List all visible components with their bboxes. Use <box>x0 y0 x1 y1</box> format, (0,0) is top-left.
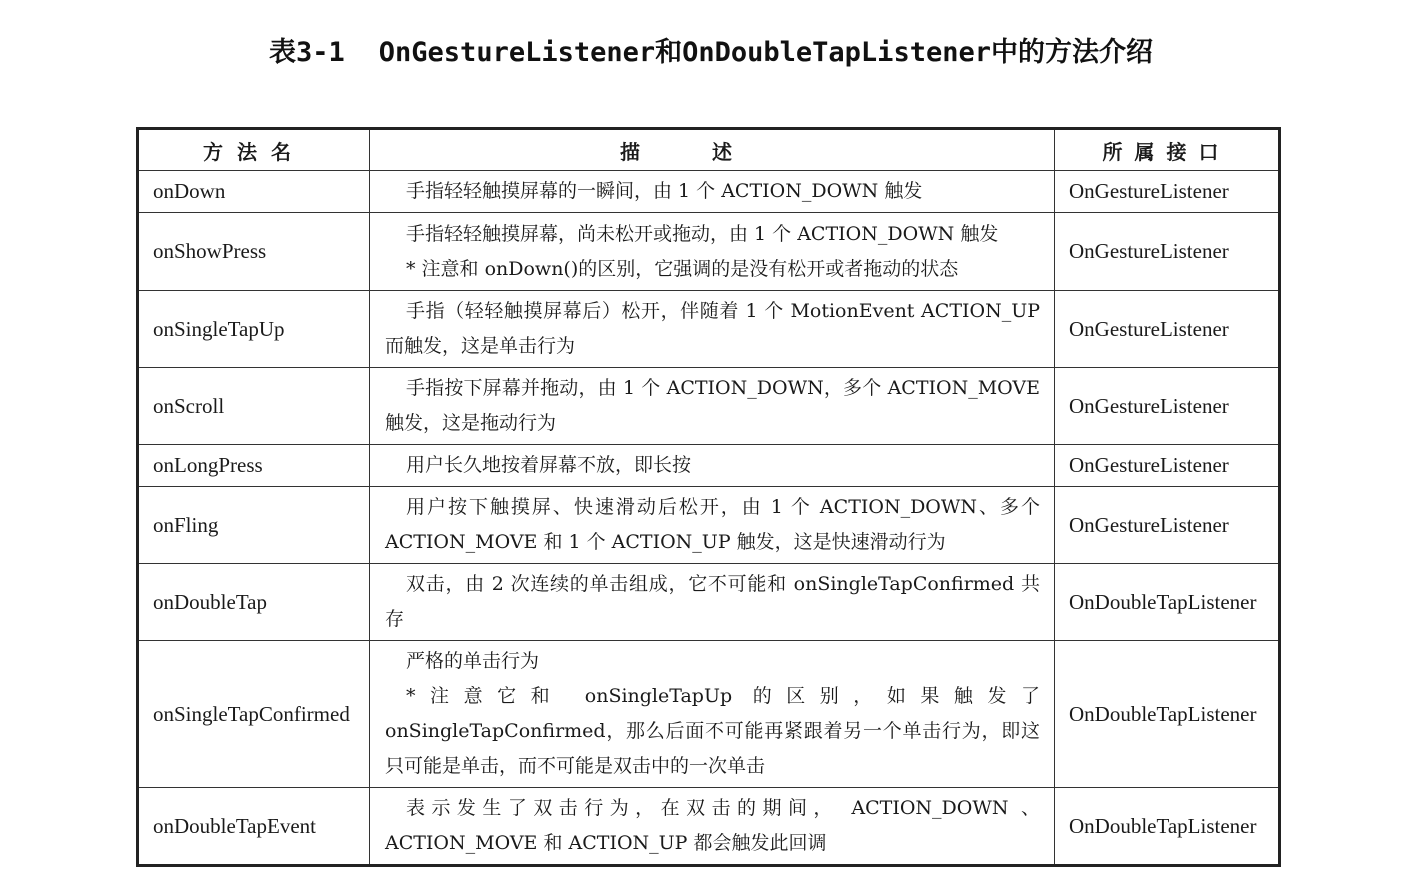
method-interface: OnGestureListener <box>1055 368 1280 445</box>
table-title: OnGestureListener和OnDoubleTapListener中的方法介绍 <box>378 37 1153 68</box>
table-row <box>138 487 1280 564</box>
table-number: 表3-1 <box>269 37 345 68</box>
method-description <box>370 213 1055 291</box>
method-name: onDoubleTap <box>138 564 370 641</box>
method-name: onDoubleTapEvent <box>138 788 370 866</box>
method-name: onLongPress <box>138 445 370 487</box>
method-description <box>370 487 1055 564</box>
method-description <box>370 368 1055 445</box>
method-description <box>370 291 1055 368</box>
table-row <box>138 291 1280 368</box>
header-method-name: 方法名 <box>138 129 370 171</box>
description-line: 手指轻轻触摸屏幕，尚未松开或拖动，由 1 个 ACTION_DOWN 触发 <box>406 222 999 245</box>
table-row <box>138 445 1280 487</box>
method-description <box>370 564 1055 641</box>
table-row <box>138 788 1280 866</box>
method-interface: OnDoubleTapListener <box>1055 641 1280 788</box>
method-description <box>370 171 1055 213</box>
table-row <box>138 641 1280 788</box>
description-note: * 注意和 onDown()的区别，它强调的是没有松开或者拖动的状态 <box>406 257 959 280</box>
table-row <box>138 368 1280 445</box>
description-line: 用户按下触摸屏、快速滑动后松开，由 1 个 ACTION_DOWN、多个 ACTION_MOVE 和 1 个 ACTION_UP 触发，这是快速滑动行为 <box>385 496 1040 553</box>
description-line: 手指按下屏幕并拖动，由 1 个 ACTION_DOWN，多个 ACTION_MOVE 触发，这是拖动行为 <box>385 377 1040 434</box>
description-line: 双击，由 2 次连续的单击组成，它不可能和 onSingleTapConfirmed 共存 <box>385 573 1040 630</box>
table-caption <box>0 30 1422 69</box>
method-interface: OnGestureListener <box>1055 171 1280 213</box>
description-note: *注意它和 onSingleTapUp 的区别，如果触发了 onSingleTapConfirmed，那么后面不可能再紧跟着另一个单击行为，即这只可能是单击，而不可能是双击中的一次单击 <box>385 685 1040 777</box>
method-name: onSingleTapUp <box>138 291 370 368</box>
method-interface: OnDoubleTapListener <box>1055 564 1280 641</box>
method-description <box>370 641 1055 788</box>
method-name: onFling <box>138 487 370 564</box>
header-interface: 所属接口 <box>1055 129 1280 171</box>
method-description <box>370 445 1055 487</box>
method-name: onDown <box>138 171 370 213</box>
table-row <box>138 213 1280 291</box>
description-line: 手指轻轻触摸屏幕的一瞬间，由 1 个 ACTION_DOWN 触发 <box>406 180 923 202</box>
header-row <box>138 129 1280 171</box>
methods-table <box>136 127 1281 867</box>
method-interface: OnGestureListener <box>1055 487 1280 564</box>
description-line: 严格的单击行为 <box>406 650 540 672</box>
header-description: 描述 <box>370 129 1055 171</box>
description-line: 手指（轻轻触摸屏幕后）松开，伴随着 1 个 MotionEvent ACTION_UP 而触发，这是单击行为 <box>385 300 1040 357</box>
table-row <box>138 564 1280 641</box>
table-row <box>138 171 1280 213</box>
method-description <box>370 788 1055 866</box>
method-interface: OnGestureListener <box>1055 445 1280 487</box>
method-name: onSingleTapConfirmed <box>138 641 370 788</box>
description-line: 表示发生了双击行为，在双击的期间， ACTION_DOWN 、ACTION_MOVE 和 ACTION_UP 都会触发此回调 <box>385 797 1040 854</box>
method-interface: OnDoubleTapListener <box>1055 788 1280 866</box>
method-interface: OnGestureListener <box>1055 291 1280 368</box>
method-name: onScroll <box>138 368 370 445</box>
description-line: 用户长久地按着屏幕不放，即长按 <box>406 454 692 476</box>
method-name: onShowPress <box>138 213 370 291</box>
method-interface: OnGestureListener <box>1055 213 1280 291</box>
